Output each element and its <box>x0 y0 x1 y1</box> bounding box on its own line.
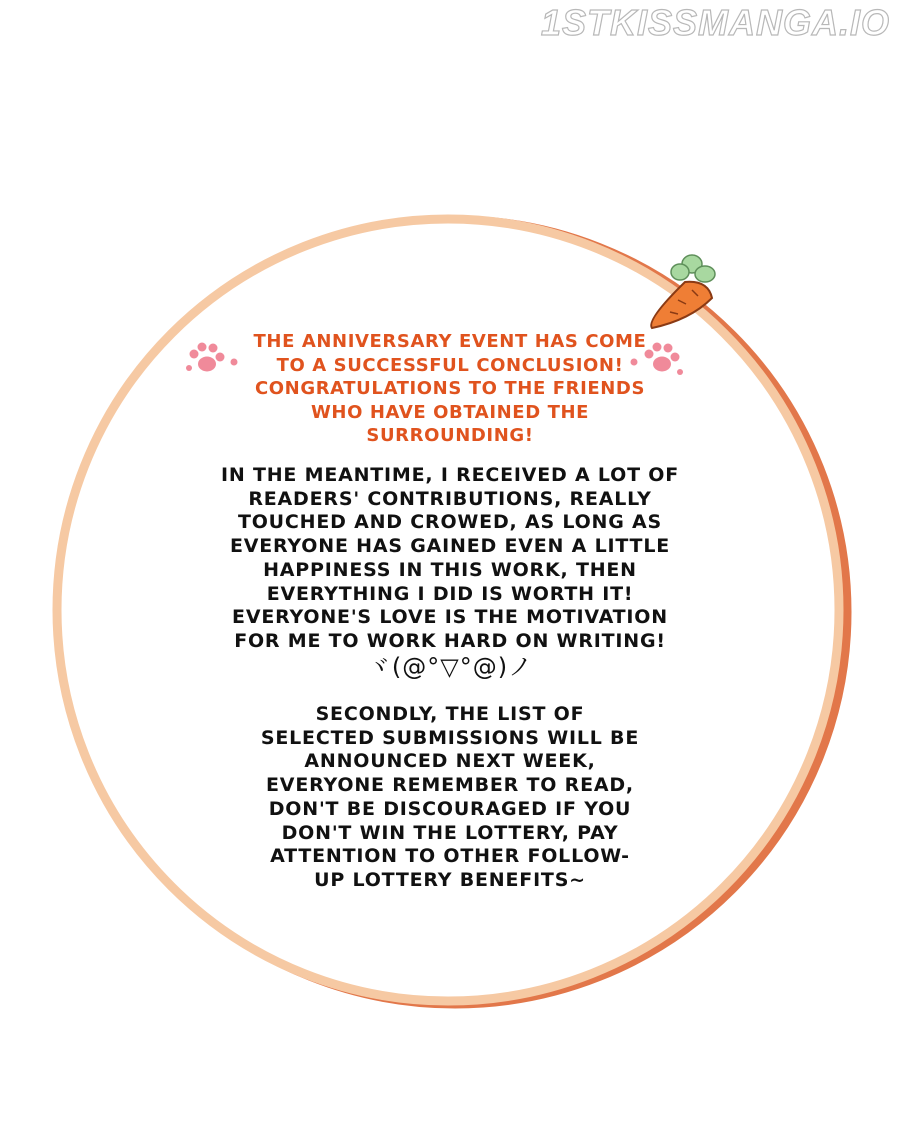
paragraph-line: EVERYONE REMEMBER TO READ, <box>266 774 634 797</box>
paragraph-line: FOR ME TO WORK HARD ON WRITING! <box>234 629 666 652</box>
intro-line: TO A SUCCESSFUL CONCLUSION! <box>276 354 624 376</box>
intro-text <box>0 330 900 448</box>
paragraph-line: DON'T BE DISCOURAGED IF YOU <box>268 797 632 820</box>
intro-line: THE ANNIVERSARY EVENT HAS COME <box>253 331 647 352</box>
paragraph-line: READERS' CONTRIBUTIONS, REALLY <box>248 487 652 510</box>
paragraph-line: EVERYONE'S LOVE IS THE MOTIVATION <box>232 606 668 629</box>
paragraph-line: IN THE MEANTIME, I RECEIVED A LOT OF <box>220 464 680 486</box>
paragraph-line: ATTENTION TO OTHER FOLLOW- <box>270 845 630 868</box>
paragraph-line: TOUCHED AND CROWED, AS LONG AS <box>237 511 663 534</box>
intro-line: CONGRATULATIONS TO THE FRIENDS <box>254 378 646 399</box>
paragraph-line: SELECTED SUBMISSIONS WILL BE <box>260 726 640 749</box>
paragraph-line: ANNOUNCED NEXT WEEK, <box>304 750 596 773</box>
paragraph-line: DON'T WIN THE LOTTERY, PAY <box>281 821 619 844</box>
paragraph-line: UP LOTTERY BENEFITS~ <box>314 868 586 891</box>
intro-line: SURROUNDING! <box>366 425 534 446</box>
site-watermark: 1STKISSMANGA.IO <box>540 2 890 43</box>
paragraph-line: SECONDLY, THE LIST OF <box>315 703 585 725</box>
paragraph-two <box>0 703 900 893</box>
paragraph-line: EVERYTHING I DID IS WORTH IT! <box>266 582 634 605</box>
paragraph-line: HAPPINESS IN THIS WORK, THEN <box>263 558 637 581</box>
paragraph-line: EVERYONE HAS GAINED EVEN A LITTLE <box>229 535 671 558</box>
paragraph-one <box>0 464 900 654</box>
kaomoji: ヾ(@°▽°@)ノ <box>366 653 534 681</box>
intro-line: WHO HAVE OBTAINED THE <box>310 401 590 423</box>
